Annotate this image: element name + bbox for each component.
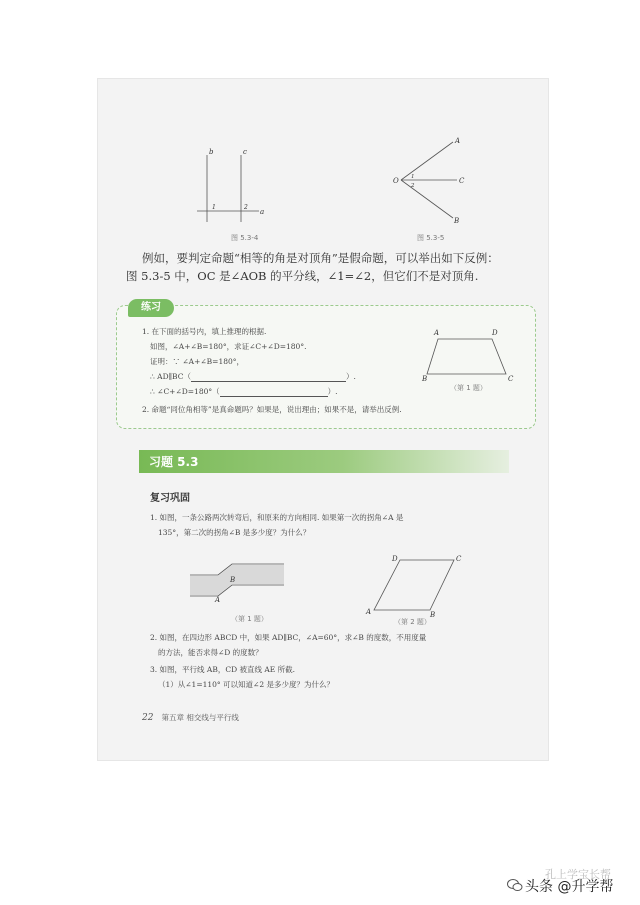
- label-A: A: [366, 608, 372, 616]
- angle-1-label: 1: [212, 204, 216, 211]
- figure-5-3-4: [193, 147, 273, 257]
- label-B: B: [454, 217, 460, 225]
- exercise-q1-instruction: 1. 在下面的括号内，填上推理的根据.: [142, 327, 267, 336]
- figure-caption: （第 2 题）: [394, 618, 431, 626]
- label-C: C: [456, 555, 462, 563]
- label-b: b: [209, 148, 214, 156]
- homework-figure-2: [366, 552, 476, 632]
- label-O: O: [393, 177, 399, 185]
- exercise-q1-proof-start: 证明：∵ ∠A+∠B=180°，: [150, 357, 245, 366]
- label-D: D: [492, 329, 498, 337]
- figure-caption: （第 1 题）: [231, 615, 268, 623]
- angle-1-label: 1: [411, 174, 415, 180]
- label-c: c: [243, 148, 247, 156]
- figure-caption: 图 5.3-4: [231, 234, 259, 242]
- exercise-figure: [422, 325, 522, 397]
- homework-q3-line-1: 3. 如图，平行线 AB，CD 被直线 AE 所截.: [150, 665, 296, 674]
- angle-2-label: 2: [411, 183, 415, 189]
- exercise-q1-problem: 如图，∠A+∠B=180°，求证∠C+∠D=180°.: [150, 342, 307, 351]
- homework-q2-line-1: 2. 如图，在四边形 ABCD 中，如果 AD∥BC，∠A=60°，求∠B 的度数，不用度量: [150, 633, 427, 642]
- road-drawing: [186, 562, 286, 622]
- section-heading: 复习巩固: [150, 493, 190, 504]
- watermark-text: 头条 @升学帮: [525, 879, 614, 895]
- figure-5-3-5-drawing: [373, 134, 483, 246]
- page-footer: [142, 712, 239, 723]
- example-line-1: 例如，要判定命题“相等的角是对顶角”是假命题，可以举出如下反例：: [142, 251, 499, 265]
- answer-blank[interactable]: [191, 381, 346, 382]
- example-line-2: 图 5.3-5 中，OC 是∠AOB 的平分线，∠1=∠2，但它们不是对顶角.: [126, 269, 479, 283]
- label-A: A: [215, 596, 221, 604]
- figure-caption: （第 1 题）: [450, 384, 487, 392]
- label-A: A: [434, 329, 440, 337]
- exercise-q1-step-2: [150, 387, 338, 397]
- step-2-prefix: ∴ ∠C+∠D=180°（: [150, 387, 220, 396]
- exercise-tab: 练习: [128, 299, 174, 317]
- label-a: a: [260, 208, 265, 216]
- figure-caption: 图 5.3-5: [417, 234, 445, 242]
- label-A: A: [455, 137, 461, 145]
- step-1-suffix: ）.: [345, 372, 356, 381]
- chapter-title: 第五章 相交线与平行线: [161, 713, 239, 722]
- step-2-suffix: ）.: [327, 387, 338, 396]
- label-C: C: [508, 375, 514, 383]
- label-B: B: [422, 375, 428, 383]
- answer-blank[interactable]: [220, 396, 328, 397]
- homework-q1-line-1: 1. 如图，一条公路两次转弯后，和原来的方向相同. 如果第一次的拐角∠A 是: [150, 513, 404, 522]
- page-number: 22: [142, 713, 154, 723]
- label-C: C: [459, 177, 465, 185]
- wechat-icon: [507, 878, 523, 892]
- step-1-prefix: ∴ AD∥BC（: [150, 372, 191, 381]
- label-B: B: [430, 611, 436, 619]
- label-B: B: [230, 576, 236, 584]
- source-watermark: [505, 866, 633, 896]
- banner-title: 习题 5.3: [149, 455, 199, 469]
- watermark-faint-text: 孔上学宝长帮: [545, 868, 611, 881]
- homework-q3-line-2: （1）从∠1=110° 可以知道∠2 是多少度？为什么？: [158, 680, 334, 689]
- textbook-page: [97, 78, 549, 761]
- angle-2-label: 2: [244, 204, 248, 211]
- homework-q1-line-2: 135°，第二次的拐角∠B 是多少度？为什么？: [158, 528, 311, 537]
- homework-figure-1: [186, 562, 286, 622]
- label-D: D: [392, 555, 398, 563]
- homework-q2-line-2: 的方法，能否求得∠D 的度数？: [158, 648, 263, 657]
- exercise-set-banner: [139, 450, 509, 473]
- figure-5-3-5: [373, 134, 483, 246]
- exercise-q2: 2. 命题“同位角相等”是真命题吗？如果是，说出理由；如果不是，请举出反例.: [142, 405, 402, 414]
- exercise-q1-step-1: [150, 372, 356, 382]
